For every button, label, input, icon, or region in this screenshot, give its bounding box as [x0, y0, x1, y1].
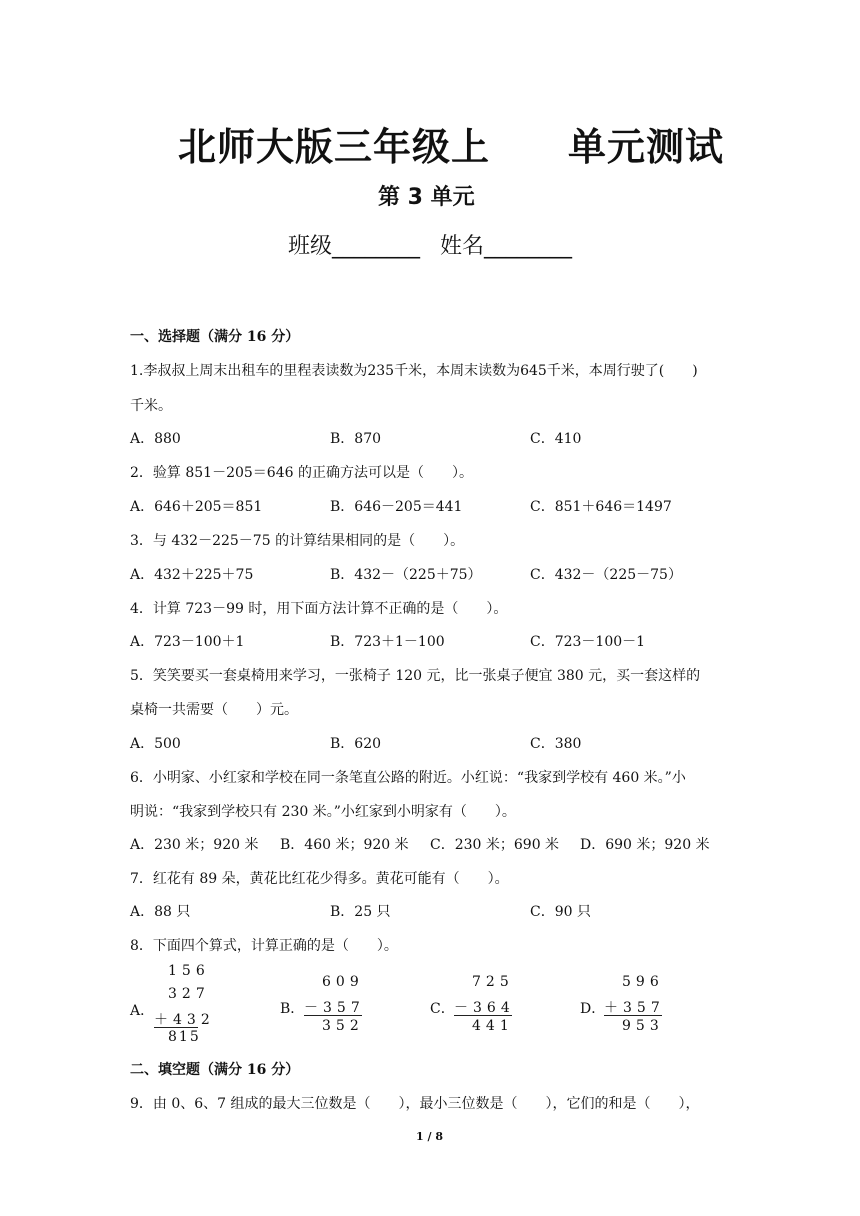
question-5-text-cont: 桌椅一共需要（ ）元。: [130, 702, 298, 718]
q4-option-b: B．723＋1－100: [330, 634, 445, 650]
question-6-text-cont: 明说：“我家到学校只有 230 米。”小红家到小明家有（ ）。: [130, 804, 516, 820]
question-5-text: 5．笑笑要买一套桌椅用来学习，一张椅子 120 元，比一张桌子便宜 380 元，买一套这样的: [130, 668, 701, 684]
q8-b-rule: [304, 1015, 362, 1016]
q8-b-line-2: －357: [304, 1000, 365, 1016]
q8-a-result: 815: [168, 1029, 201, 1045]
q8-c-line-1: 725: [472, 974, 514, 990]
q3-option-a: A．432＋225＋75: [130, 567, 254, 583]
q6-option-c: C．230 米；690 米: [430, 837, 560, 853]
page-number: 1 / 8: [416, 1130, 443, 1143]
q4-option-c: C．723－100－1: [530, 634, 646, 650]
q8-option-b-label: B．: [280, 1001, 305, 1017]
q2-option-c: C．851＋646＝1497: [530, 499, 672, 515]
class-field: 班级________: [288, 234, 421, 259]
q6-option-a: A．230 米；920 米: [130, 837, 259, 853]
q5-option-c: C．380: [530, 736, 582, 752]
q1-option-c: C．410: [530, 431, 582, 447]
q7-option-a: A．88 只: [130, 904, 191, 920]
q1-option-b: B．870: [330, 431, 382, 447]
q8-d-rule: [604, 1015, 662, 1016]
q8-d-result: 953: [622, 1018, 664, 1034]
q8-a-rule: [154, 1027, 198, 1028]
q8-c-line-2: －364: [454, 1000, 515, 1016]
q1-option-a: A．880: [130, 431, 181, 447]
question-7-text: 7．红花有 89 朵，黄花比红花少得多。黄花可能有（ ）。: [130, 871, 509, 887]
q6-option-d: D．690 米；920 米: [580, 837, 710, 853]
q8-c-rule: [454, 1015, 512, 1016]
q8-option-c-label: C．: [430, 1001, 455, 1017]
q8-option-d-label: D．: [580, 1001, 606, 1017]
q8-d-line-2: ＋357: [604, 1000, 665, 1016]
q8-c-result: 441: [472, 1018, 514, 1034]
question-3-text: 3．与 432－225－75 的计算结果相同的是（ ）。: [130, 533, 465, 549]
name-field: 姓名________: [440, 234, 573, 259]
q2-option-a: A．646＋205＝851: [130, 499, 263, 515]
question-8-text: 8．下面四个算式，计算正确的是（ ）。: [130, 938, 398, 954]
q8-d-line-1: 596: [622, 974, 664, 990]
q7-option-b: B．25 只: [330, 904, 391, 920]
q8-a-line-1: 156: [168, 963, 210, 979]
unit-subtitle: 第 3 单元: [378, 185, 475, 210]
question-2-text: 2．验算 851－205＝646 的正确方法可以是（ ）。: [130, 465, 473, 481]
section-heading-choice: 一、选择题（满分 16 分）: [130, 329, 300, 345]
q4-option-a: A．723－100＋1: [130, 634, 245, 650]
q8-a-line-3: ＋432: [154, 1012, 215, 1028]
section-heading-fill: 二、填空题（满分 16 分）: [130, 1062, 300, 1078]
page-title: 北师大版三年级上 单元测试: [178, 125, 725, 169]
question-9-text: 9．由 0、6、7 组成的最大三位数是（ ），最小三位数是（ ），它们的和是（ ），: [130, 1096, 700, 1112]
question-1-text: 1.李叔叔上周末出租车的里程表读数为235千米，本周末读数为645千米，本周行驶了( ): [130, 363, 698, 379]
q2-option-b: B．646－205＝441: [330, 499, 463, 515]
q3-option-b: B．432－（225＋75）: [330, 567, 482, 583]
q3-option-c: C．432－（225－75）: [530, 567, 682, 583]
q7-option-c: C．90 只: [530, 904, 591, 920]
question-6-text: 6．小明家、小红家和学校在同一条笔直公路的附近。小红说：“我家到学校有 460 米。”小: [130, 770, 686, 786]
q8-b-line-1: 609: [322, 974, 364, 990]
q8-option-a-label: A．: [130, 1003, 155, 1019]
q6-option-b: B．460 米；920 米: [280, 837, 409, 853]
q8-a-line-2: 327: [168, 986, 210, 1002]
question-1-text-cont: 千米。: [130, 398, 172, 414]
q5-option-a: A．500: [130, 736, 181, 752]
q5-option-b: B．620: [330, 736, 382, 752]
question-4-text: 4．计算 723－99 时，用下面方法计算不正确的是（ ）。: [130, 601, 508, 617]
q8-b-result: 352: [322, 1018, 364, 1034]
